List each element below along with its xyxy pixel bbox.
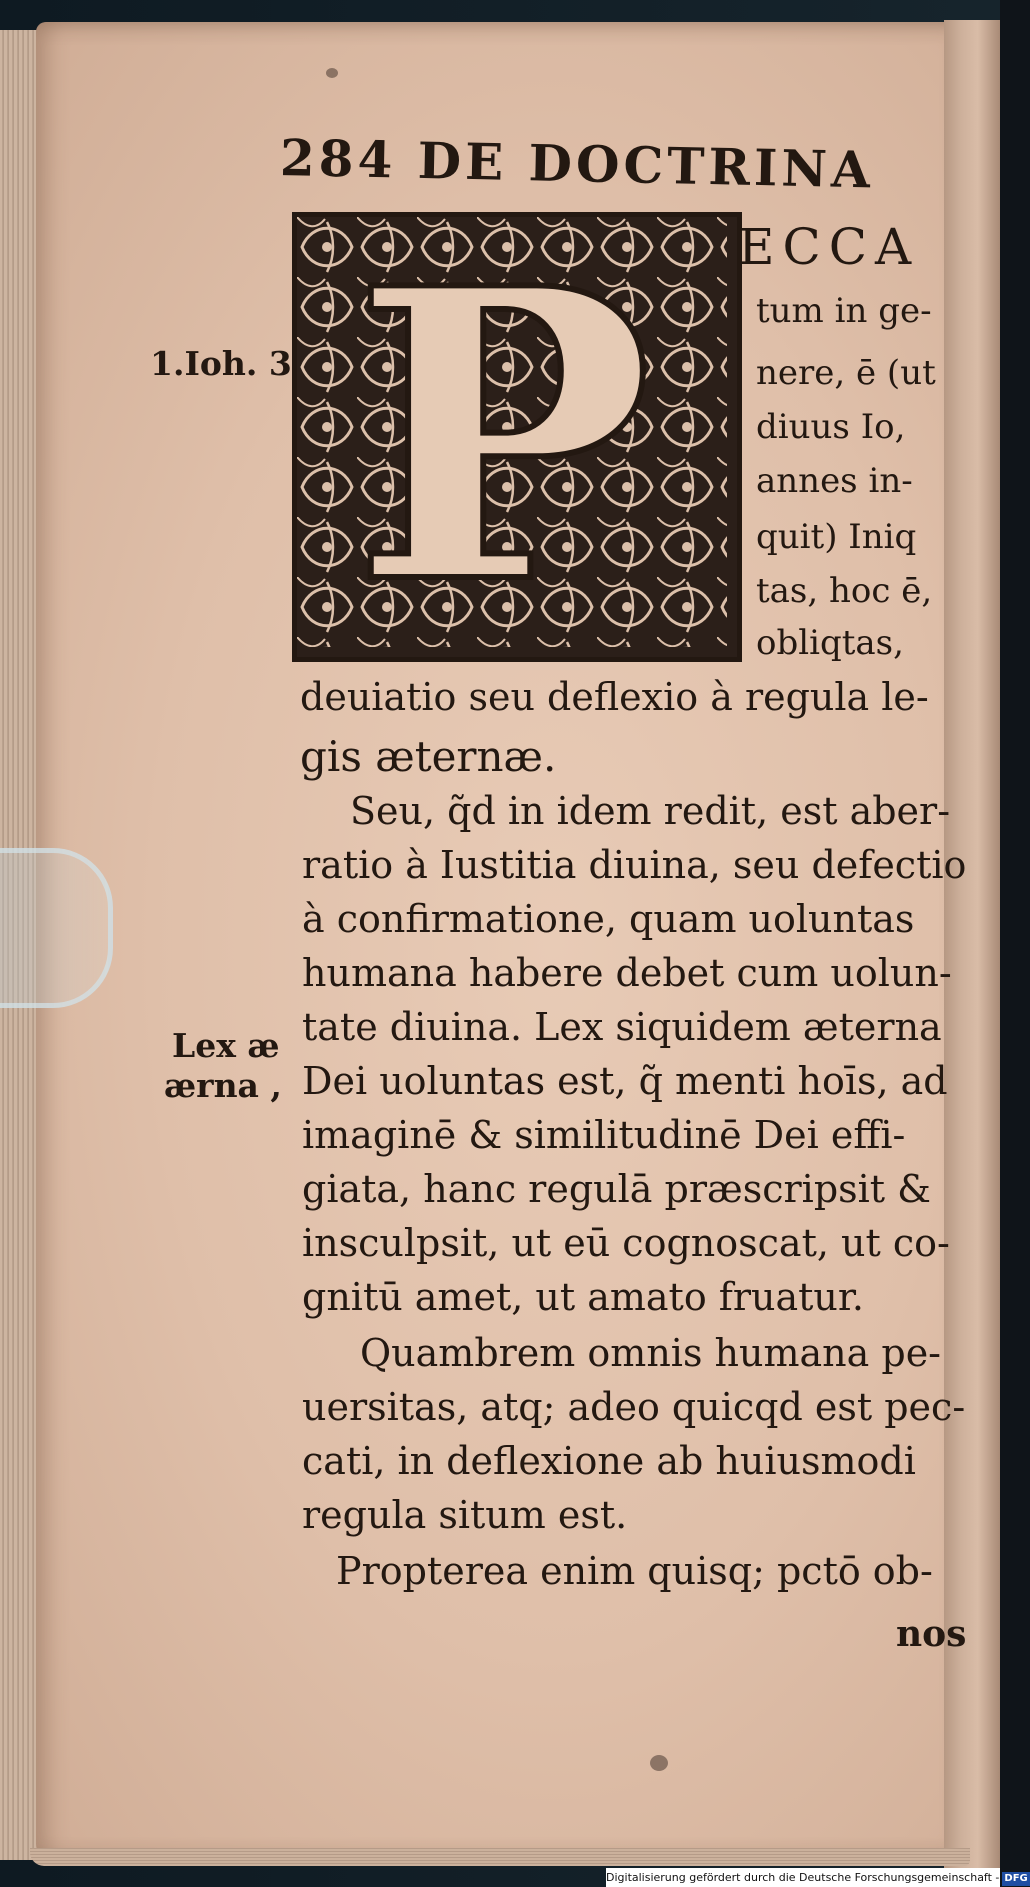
digitization-credit bbox=[606, 1868, 1028, 1887]
text-line: à confirmatione, quam uoluntas bbox=[302, 897, 915, 941]
text-line: humana habere debet cum uolun- bbox=[302, 951, 952, 995]
text-line: diuus Io, bbox=[756, 407, 906, 447]
text-line: Seu, q̃d in idem redit, est aber- bbox=[350, 789, 951, 833]
text-line: regula situm est. bbox=[302, 1493, 628, 1537]
margin-note-lex-2: ærna , bbox=[164, 1066, 282, 1105]
text-line: giata, hanc regulā præscripsit & bbox=[302, 1167, 931, 1211]
page-bottom-edge bbox=[30, 1848, 970, 1866]
text-line: obliqtas, bbox=[756, 623, 904, 663]
margin-note-lex-1: Lex æ bbox=[172, 1026, 280, 1065]
text-line: tate diuina. Lex siquidem æterna bbox=[302, 1005, 942, 1049]
initial-letter: P bbox=[352, 202, 653, 672]
text-line: uersitas, atq; adeo quicqd est pec- bbox=[302, 1385, 966, 1429]
dfg-logo: DFG bbox=[1004, 1873, 1028, 1884]
running-head: 284 DE DOCTRINA bbox=[279, 128, 875, 200]
text-line: nere, ē (ut bbox=[756, 353, 936, 393]
text-line: annes in- bbox=[756, 461, 913, 501]
text-line: deuiatio seu deflexio à regula le- bbox=[300, 675, 929, 719]
facing-page-edge bbox=[944, 20, 1000, 1870]
text-line: gis æternæ. bbox=[300, 732, 557, 781]
text-line: ratio à Iustitia diuina, seu defectio bbox=[302, 843, 967, 887]
text-line: cati, in deflexione ab huiusmodi bbox=[302, 1439, 916, 1483]
credit-text: Digitalisierung gefördert durch die Deutsche Forschungsgemeinschaft - bbox=[606, 1871, 1000, 1884]
catchword: nos bbox=[896, 1613, 967, 1655]
text-line: quit) Iniq bbox=[756, 517, 917, 557]
text-line: Dei uoluntas est, q̃ menti hoīs, ad bbox=[302, 1059, 948, 1103]
text-line: Quambrem omnis humana pe- bbox=[360, 1331, 942, 1375]
text-line: gnitū amet, ut amato fruatur. bbox=[302, 1275, 864, 1319]
paper-spot bbox=[650, 1755, 668, 1771]
decorated-initial bbox=[292, 202, 742, 672]
page-clip bbox=[0, 848, 113, 1008]
text-line: ECCA bbox=[738, 218, 920, 276]
text-line: Propterea enim quisq; pctō ob- bbox=[336, 1549, 933, 1593]
paper-spot bbox=[326, 68, 338, 78]
text-line: imaginē & similitudinē Dei effi- bbox=[302, 1113, 906, 1157]
margin-note-reference: 1.Ioh. 3 bbox=[150, 344, 292, 383]
text-line: tum in ge- bbox=[756, 291, 932, 331]
text-line: tas, hoc ē, bbox=[756, 571, 933, 611]
text-line: insculpsit, ut eū cognoscat, ut co- bbox=[302, 1221, 950, 1265]
